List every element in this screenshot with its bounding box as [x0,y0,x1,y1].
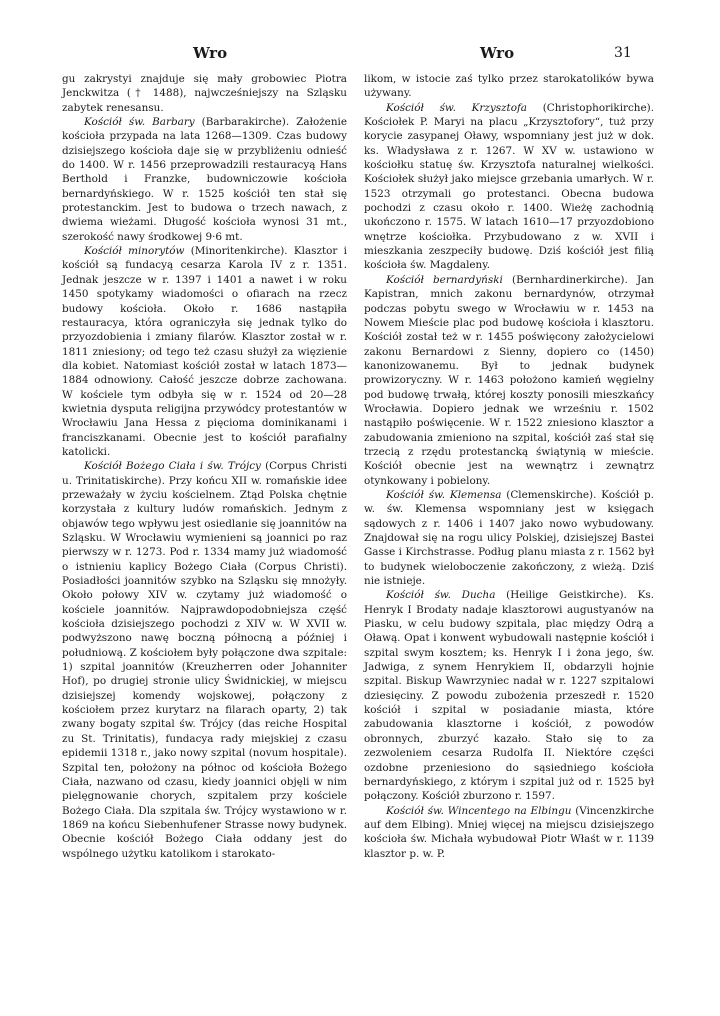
left-column [62,72,347,861]
entry-heading: Kościół św. Klemensa [386,488,502,501]
paragraph-text: (Bernhardinerkirche). Jan Kapistran, mnich zakonu bernardynów, otrzymał podczas pobytu swego w Wrocławiu w r. 1453 na Nowem Mieście plac pod budowę kościoła i klasztoru. Kościół został też w r. 1455 poświęcony założycielowi zakonu Bernardowi z Sienny, dopiero co (1450) kanonizowanemu. Był to jednak budynek prowizoryczny. W r. 1463 położono kamień węgielny pod budowę trwałą, której koszty ponosili mieszkańcy Wrocławia. Dopiero jednak we wrześniu r. 1502 nastąpiło poświęcenie. W r. 1522 zniesiono klasztor a zabudowania zmieniono na szpital, kościół zaś stał się trzecią z rzędu protestancką świątynią w mieście. Kościół obecnie jest na wewnątrz i zewnątrz otynkowany i pobielony. [364,273,654,487]
paragraph [62,459,347,861]
paragraph-text: (Minoritenkirche). Klasztor i kościół są fundacyą cesarza Karola IV z r. 1351. Jednak jeszcze w r. 1397 i 1401 a nawet i w roku 1450 spotykamy wiadomości o ofiarach na rzecz budowy kościoła. Około r. 1686 nastąpiła restauracya, która ograniczyła się jednak tylko do przyozdobienia i zmiany filarów. Klasztor został w r. 1811 zniesiony; od tego też czasu służył za więzienie dla kobiet. Natomiast kościół został w latach 1873—1884 odnowiony. Całość jeszcze dobrze zachowana. W kościele tym odbyła się w r. 1524 od 20—28 kwietnia dysputa religijna przywódcy protestantów w Wrocławiu Jana Hessa z pięcioma dominikanami i franciszkanami. Obecnie jest to kościół parafialny katolicki. [62,245,347,458]
entry-heading: Kościół św. Wincentego na Elbingu [386,804,572,817]
right-column [364,72,654,861]
paragraph [62,72,347,115]
entry-heading: Kościół Bożego Ciała i św. Trójcy [84,460,261,473]
entry-heading: Kościół św. Ducha [386,589,496,602]
running-head-right: Wro [480,44,515,62]
paragraph-text: (Barbarakirche). Założenie kościoła przypada na lata 1268—1309. Czas budowy dzisiejszego kościoła daje się w przybliżeniu odnieść do 1400. W r. 1456 przeprowadzili restauracyą Hans Berthold i Franzke, budowniczowie kościoła bernardyńskiego. W r. 1525 kościół ten stał się protestanckim. Jest to budowa o trzech nawach, z dwiema wieżami. Długość kościoła wynosi 31 mt., szerokość nawy środkowej 9·6 mt. [62,116,347,243]
paragraph [364,101,654,273]
page-header [0,44,720,64]
entry-heading: Kościół św. Krzysztofa [386,101,527,114]
paragraph-text: (Corpus Christi u. Trinitatiskirche). Przy końcu XII w. romańskie idee przeważały w życiu kościelnem. Ztąd Polska chętnie korzystała z kultury ludów romańskich. Jednym z objawów tego wpływu jest osiedlanie się joannitów na Szląsku. W Wrocławiu wymienieni są joannici po raz pierwszy w r. 1273. Pod r. 1334 mamy już wiadomość o istnieniu kaplicy Bożego Ciała (Corpus Christi). Posiadłości joannitów szybko na Szląsku się mnożyły. Około połowy XIV w. czytamy już wiadomość o kościele joannitów. Najprawdopodobniejsza część kościoła dzisiejszego pochodzi z XIV w. W XVII w. podwyższono nawę boczną północną a później i południową. Z kościołem były połączone dwa szpitale: 1) szpital joannitów (Kreuzherren oder Johanniter Hof), po drugiej stronie ulicy Świdnickiej, w miejscu dzisiejszej komendy wojskowej, połączony z kościołem przez kurytarz na filarach oparty, 2) tak zwany bogaty szpital św. Trójcy (das reiche Hospital zu St. Trinitatis), fundacya rady miejskiej z czasu epidemii 1318 r., jako nowy szpital (novum hospitale). Szpital ten, położony na północ od kościoła Bożego Ciała, nazwano od czasu, kiedy joannici objęli w nim pielęgnowanie chorych, szpitalem przy kościele Bożego Ciała. Dla szpitala św. Trójcy wystawiono w r. 1869 na końcu Siebenhufener Strasse nowy budynek. Obecnie kościół Bożego Ciała oddany jest do wspólnego użytku katolikom i starokato- [62,460,347,860]
entry-heading: Kościół bernardyński [386,273,503,286]
entry-heading: Kościół św. Barbary [84,116,195,129]
paragraph-text: gu zakrystyi znajduje się mały grobowiec Piotra Jenckwitza († 1488), najwcześniejszy na Szląsku zabytek renesansu. [62,73,347,114]
paragraph [364,588,654,803]
entry-heading: Kościół minorytów [84,245,185,258]
paragraph-text: (Christophorikirche). Kościołek P. Maryi na placu „Krzysztofory“, tuż przy korycie zasypanej Oławy, wspomniany jest już w dok. ks. Władysława z r. 1267. W XV w. ustawiono w kościołku statuę św. Krzysztofa naturalnej wielkości. Kościołek służył jako miejsce grzebania umarłych. W r. 1523 otrzymali go protestanci. Obecna budowa pochodzi z czasu około r. 1400. Wieżę zachodnią ukończono r. 1575. W latach 1610—17 przyozdobiono wnętrze kościołka. Przybudowano z w. XVII i mieszkania zeszpeciły budowę. Dziś kościół jest filią kościoła św. Magdaleny. [364,101,654,272]
running-head-left: Wro [193,44,228,62]
paragraph-text: likom, w istocie zaś tylko przez starokatolików bywa używany. [364,73,654,100]
paragraph [364,804,654,861]
paragraph [364,488,654,588]
page-number: 31 [614,45,632,61]
paragraph-text: (Heilige Geistkirche). Ks. Henryk I Brodaty nadaje klasztorowi augustyanów na Piasku, w celu budowy szpitala, plac między Odrą a Oławą. Opat i konwent wybudowali następnie kościół i szpital swym kosztem; ks. Henryk I i żona jego, św. Jadwiga, z synem Henrykiem II, obdarzyli hojnie szpital. Biskup Wawrzyniec nadał w r. 1227 szpitalowi dziesięciny. Z powodu zubożenia przeszedł r. 1520 kościół i szpital w posiadanie miasta, które zabudowania klasztorne i kościół, z powodów obronnych, zburzyć kazało. Stało się to za zezwoleniem cesarza Rudolfa II. Niektóre części ozdobne przeniesiono do sąsiedniego kościoła bernardyńskiego, z którym i szpital już od r. 1525 był połączony. Kościół zburzono r. 1597. [364,589,654,803]
paragraph [364,273,654,488]
paragraph [364,72,654,101]
paragraph-text: (Clemenskirche). Kościół p. w. św. Klemensa wspomniany jest w księgach sądowych z r. 1406 i 1407 jako nowo wybudowany. Znajdował się na rogu ulicy Polskiej, dzisiejszej Bastei Gasse i Kirchstrasse. Podług planu miasta z r. 1562 był to budynek wieloboczenie zakończony, z wieżą. Dziś nie istnieje. [364,488,654,588]
paragraph [62,244,347,459]
paragraph [62,115,347,244]
paragraph-text: (Vincenzkirche auf dem Elbing). Mniej więcej na miejscu dzisiejszego kościoła św. Michała wybudował Piotr Właśt w r. 1139 klasztor p. w. P. [364,804,654,860]
